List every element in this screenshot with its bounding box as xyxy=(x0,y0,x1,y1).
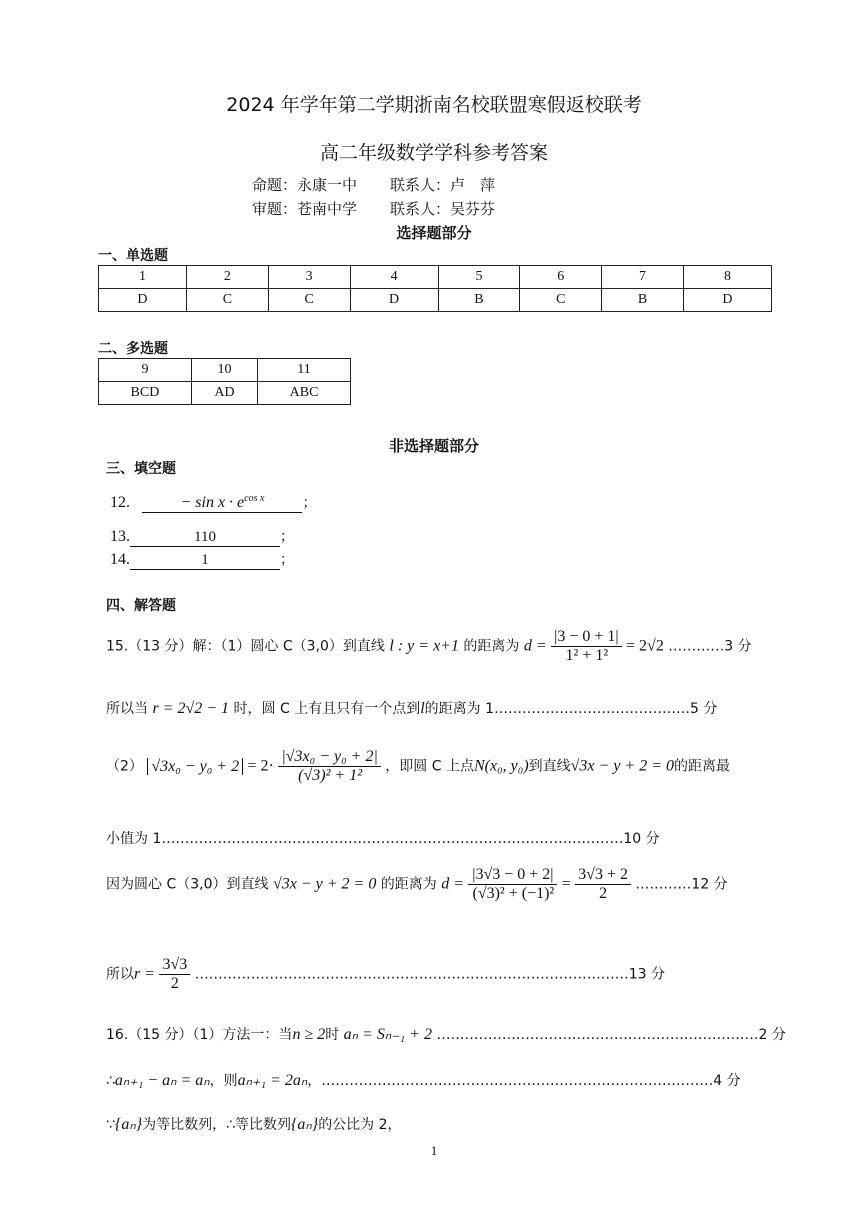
q15-l5-num2: 3√3 + 2 xyxy=(575,866,631,885)
q14-label: 14. xyxy=(110,551,130,568)
table-cell: C xyxy=(268,289,350,312)
q15-l5-text: 因为圆心 C（3,0）到直线 xyxy=(106,876,269,893)
q15-l2-l: l xyxy=(420,700,425,717)
q15-l3-num: |√3x₀ − y₀ + 2| xyxy=(278,748,381,767)
q15-l5-score: …………12 分 xyxy=(635,876,728,893)
q15-l1-fraction xyxy=(551,628,621,665)
q16-l2-pre: ∴ xyxy=(106,1073,115,1089)
q16-line-1 xyxy=(106,1024,786,1044)
q15-l5-d: d = xyxy=(441,875,465,893)
q15-l5-fraction-2 xyxy=(575,866,631,903)
table-cell: 5 xyxy=(438,266,520,289)
q15-l3-fraction xyxy=(278,748,381,785)
q15-line-5 xyxy=(106,866,728,903)
q15-l1-d: d = xyxy=(523,637,547,655)
table-row xyxy=(99,382,351,405)
table-cell: 2 xyxy=(186,266,268,289)
q15-line-6 xyxy=(106,956,665,993)
q15-l6-den: 2 xyxy=(170,975,179,992)
table-cell: 3 xyxy=(268,266,350,289)
reviewer-contact: 联系人：吴芬芬 xyxy=(390,200,496,218)
q12-label: 12. xyxy=(110,494,130,511)
q13-punct: ； xyxy=(280,529,294,545)
table-cell: 9 xyxy=(99,359,192,382)
table-cell: 7 xyxy=(602,266,684,289)
q15-l1-res: = 2√2 xyxy=(626,637,664,655)
table-cell: 10 xyxy=(191,359,257,382)
q15-l1-num: |3 − 0 + 1| xyxy=(551,628,621,647)
q15-l1-score: …………3 分 xyxy=(668,638,752,655)
q15-l1-line: l : y = x+1 xyxy=(389,637,459,655)
q16-l3-pre: ∵ xyxy=(106,1117,115,1133)
q14-punct: ； xyxy=(280,552,294,568)
q16-l2-eq: aₙ₊₁ − aₙ = aₙ xyxy=(114,1072,210,1089)
q15-l3-pt: N(x₀, y₀) xyxy=(473,757,529,775)
page-number: 1 xyxy=(430,1143,438,1158)
page-subtitle: 高二年级数学学科参考答案 xyxy=(319,142,548,164)
q15-l2-mid: 时，圆 C 上有且只有一个点到 xyxy=(233,701,421,717)
single-choice-table xyxy=(98,265,772,312)
q16-line-3 xyxy=(106,1114,402,1134)
q16-l3-mid: 为等比数列，∴等比数列 xyxy=(142,1117,292,1133)
solutions-heading: 四、解答题 xyxy=(106,598,176,614)
q15-l3-abs: √3x₀ − y₀ + 2 xyxy=(147,758,243,775)
q15-l2-end: 的距离为 1 xyxy=(424,701,495,717)
q15-l3-den: (√3)² + 1² xyxy=(298,767,362,784)
q13-line xyxy=(110,526,294,547)
table-cell: D xyxy=(683,289,771,312)
q15-l2-text: 所以当 xyxy=(106,701,148,717)
q15-l3-pre: （2） xyxy=(106,758,143,775)
q16-l2-eq2: aₙ₊₁ = 2aₙ xyxy=(237,1072,308,1089)
q15-l1-mid: 的距离为 xyxy=(463,638,520,655)
q16-l1-cond: n ≥ 2 xyxy=(292,1026,326,1043)
q15-l5-line: √3x − y + 2 = 0 xyxy=(272,875,377,893)
q16-l2-score: ，…………………………………………………………………………4 分 xyxy=(307,1073,741,1089)
setter-contact: 联系人：卢 萍 xyxy=(390,176,496,194)
q16-l1-eq: aₙ = Sₙ₋₁ + 2 xyxy=(343,1026,433,1043)
table-cell: 4 xyxy=(350,266,438,289)
q15-l4-text: 小值为 1 xyxy=(106,831,162,847)
table-cell: D xyxy=(99,289,187,312)
q16-l1-text: 16.（15 分）（1）方法一：当 xyxy=(106,1027,293,1043)
table-cell: ABC xyxy=(258,382,351,405)
q16-l3-seq2: {aₙ} xyxy=(291,1116,319,1133)
q16-l2-mid: ，则 xyxy=(209,1073,238,1089)
table-cell: BCD xyxy=(99,382,192,405)
q15-l2-r: r = 2√2 − 1 xyxy=(152,700,230,717)
q15-l5-den: (√3)² + (−1)² xyxy=(472,885,555,902)
q13-label: 13. xyxy=(110,528,130,545)
q15-l5-fraction xyxy=(468,866,557,903)
q15-l6-fraction xyxy=(159,956,190,993)
q16-l3-seq: {aₙ} xyxy=(114,1116,143,1133)
q15-l5-num: |3√3 − 0 + 2| xyxy=(468,866,557,885)
table-row xyxy=(99,289,772,312)
table-cell: 11 xyxy=(258,359,351,382)
q15-l4-score: ………………………………………………………………………………………10 分 xyxy=(161,831,660,847)
q15-l3-mid: ，即圆 C 上点 xyxy=(385,758,474,775)
q15-line-2 xyxy=(106,698,717,718)
q15-l5-mid: 的距离为 xyxy=(380,876,437,893)
table-row xyxy=(99,266,772,289)
q15-line-1 xyxy=(106,628,752,665)
table-cell: 1 xyxy=(99,266,187,289)
q15-line-3 xyxy=(106,748,730,785)
table-cell: AD xyxy=(191,382,257,405)
q16-line-2 xyxy=(106,1070,741,1090)
q12-answer-blank xyxy=(142,490,302,513)
setter-label: 命题：永康一中 xyxy=(252,176,358,194)
q12-punct: ； xyxy=(302,495,317,511)
multi-choice-table xyxy=(98,358,351,405)
q12-answer-sup: cos x xyxy=(244,493,265,504)
single-choice-heading: 一、单选题 xyxy=(98,248,168,264)
table-cell: D xyxy=(350,289,438,312)
q15-l2-score: ……………………………………5 分 xyxy=(494,701,718,717)
q16-l3-end: 的公比为 2， xyxy=(318,1117,402,1133)
q14-answer: 1 xyxy=(130,551,280,570)
q15-line-4 xyxy=(106,828,660,848)
q16-l1-mid: 时 xyxy=(325,1027,340,1043)
q15-l3-line: √3x − y + 2 = 0 xyxy=(570,757,675,775)
q14-line xyxy=(110,549,294,570)
reviewer-label: 审题：苍南中学 xyxy=(252,200,358,218)
table-cell: C xyxy=(186,289,268,312)
q12-line xyxy=(110,490,316,513)
q15-l6-r: r = xyxy=(134,965,156,983)
part1-heading: 选择题部分 xyxy=(396,224,472,242)
q15-l5-den2: 2 xyxy=(599,885,608,902)
q13-answer: 110 xyxy=(130,528,280,547)
q15-l6-score: …………………………………………………………………………………13 分 xyxy=(194,966,665,983)
q15-l6-text: 所以 xyxy=(106,966,134,983)
page-title: 2024 年学年第二学期浙南名校联盟寒假返校联考 xyxy=(226,94,642,116)
q15-l1-text: 15.（13 分）解：（1）圆心 C（3,0）到直线 xyxy=(106,638,385,655)
q15-l1-den: 1² + 1² xyxy=(565,647,609,664)
q12-answer: − sin x · e xyxy=(180,494,245,511)
q15-l3-to: 到直线 xyxy=(528,758,571,775)
fill-blank-heading: 三、填空题 xyxy=(106,461,176,477)
q15-l6-num: 3√3 xyxy=(159,956,190,975)
table-cell: B xyxy=(602,289,684,312)
q16-l1-score: ……………………………………………………………2 分 xyxy=(436,1027,786,1043)
multi-choice-heading: 二、多选题 xyxy=(98,341,168,357)
part2-heading: 非选择题部分 xyxy=(388,437,479,455)
q15-l3-end: 的距离最 xyxy=(674,758,731,775)
table-cell: B xyxy=(438,289,520,312)
table-cell: C xyxy=(520,289,602,312)
q15-l3-eq: = 2· xyxy=(247,757,274,775)
table-row xyxy=(99,359,351,382)
q15-l5-eq: = xyxy=(561,875,571,893)
table-cell: 8 xyxy=(683,266,771,289)
table-cell: 6 xyxy=(520,266,602,289)
